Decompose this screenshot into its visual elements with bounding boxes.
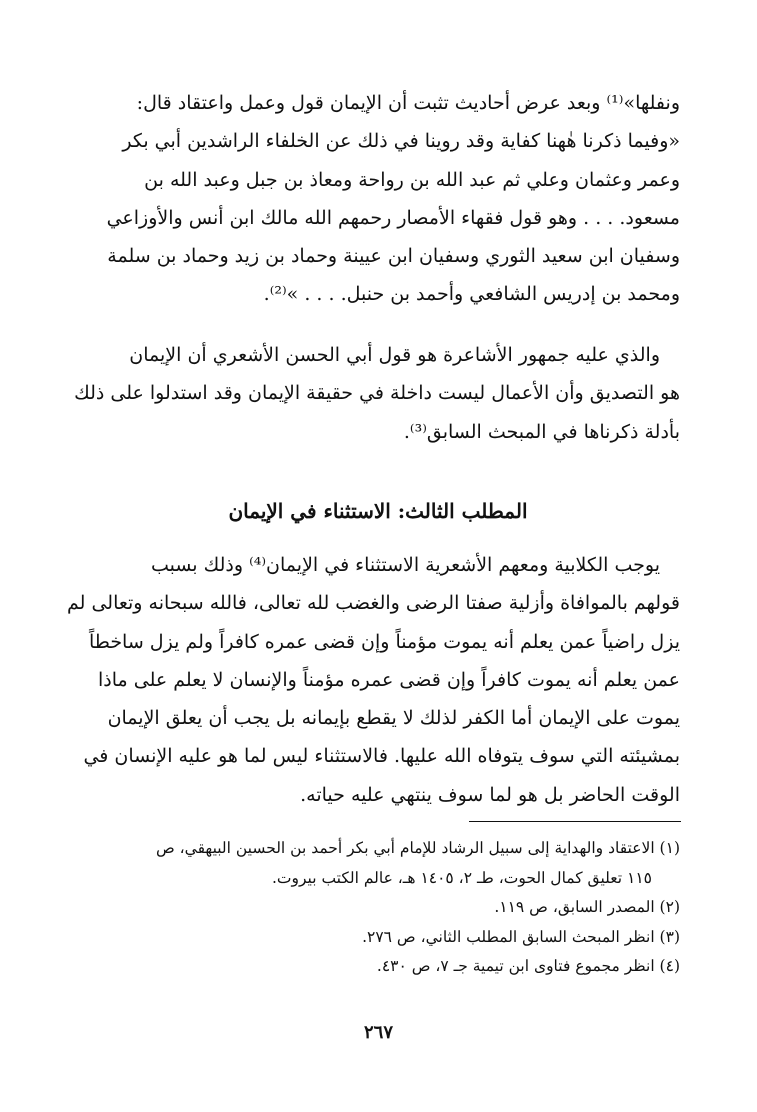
text-line: عمن يعلم أنه يموت كافراً وإن قضى عمره مؤمناً والإنسان لا يعلم على ماذا [97, 668, 680, 691]
text-line: قولهم بالموافاة وأزلية صفتا الرضى والغضب لله تعالى، فالله سبحانه وتعالى لم [66, 592, 680, 615]
text-line: الوقت الحاضر بل هو لما سوف ينتهي عليه حياته. [300, 783, 680, 806]
footnotes [76, 834, 680, 982]
text-line: وسفيان ابن سعيد الثوري وسفيان ابن عيينة وحماد بن زيد وحماد بن سلمة [107, 245, 680, 268]
footnote-divider [469, 821, 681, 822]
text-line: «وفيما ذكرنا هٰهنا كفاية وقد روينا في ذلك عن الخلفاء الراشدين أبي بكر [122, 130, 680, 153]
text-line: والذي عليه جمهور الأشاعرة هو قول أبي الحسن الأشعري أن الإيمان [129, 344, 660, 366]
text-line: ونفلها»⁽¹⁾ وبعد عرض أحاديث تثبت أن الإيمان قول وعمل واعتقاد قال: [136, 92, 680, 114]
text-line: بمشيئته التي سوف يتوفاه الله عليها. فالاستثناء ليس لما هو عليه الإنسان في [83, 745, 680, 768]
footnote-1: (١) الاعتقاد والهداية إلى سبيل الرشاد للإمام أبي بكر أحمد بن الحسين البيهقي، ص [156, 839, 680, 857]
text-line: وعمر وعثمان وعلي ثم عبد الله بن رواحة ومعاذ بن جبل وعبد الله بن [144, 168, 680, 191]
text-line: يزل راضياً عمن يعلم أنه يموت مؤمناً وإن قضى عمره كافراً ولم يزل ساخطاً [88, 630, 680, 653]
text-line: بأدلة ذكرناها في المبحث السابق⁽³⁾. [403, 420, 680, 443]
paragraph-ashari-view [76, 336, 680, 451]
text-line: مسعود. . . . وهو قول فقهاء الأمصار رحمهم الله مالك ابن أنس والأوزاعي [106, 206, 680, 229]
paragraph-quote [76, 84, 680, 314]
page-number: ٢٦٧ [363, 1022, 393, 1043]
text-line: هو التصديق وأن الأعمال ليست داخلة في حقيقة الإيمان وقد استدلوا على ذلك [74, 382, 680, 405]
section-heading: المطلب الثالث: الاستثناء في الإيمان [228, 499, 528, 523]
text-line: ومحمد بن إدريس الشافعي وأحمد بن حنبل. . . . »⁽²⁾. [263, 283, 680, 306]
footnote-2: (٢) المصدر السابق، ص ١١٩. [494, 898, 680, 916]
text-line: يوجب الكلابية ومعهم الأشعرية الاستثناء في الإيمان⁽⁴⁾ وذلك بسبب [150, 554, 660, 576]
footnote-4: (٤) انظر مجموع فتاوى ابن تيمية جـ ٧، ص ٤٣٠. [376, 957, 680, 975]
footnote-3: (٣) انظر المبحث السابق المطلب الثاني، ص ٢٧٦. [362, 927, 680, 946]
footnote-1-continued: ١١٥ تعليق كمال الحوت، طـ ٢، ١٤٠٥ هـ، عالم الكتب بيروت. [271, 868, 652, 887]
paragraph-istithna [66, 546, 680, 814]
text-line: يموت على الإيمان أما الكفر لذلك لا يقطع بإيمانه بل يجب أن يعلق الإيمان [107, 707, 680, 730]
